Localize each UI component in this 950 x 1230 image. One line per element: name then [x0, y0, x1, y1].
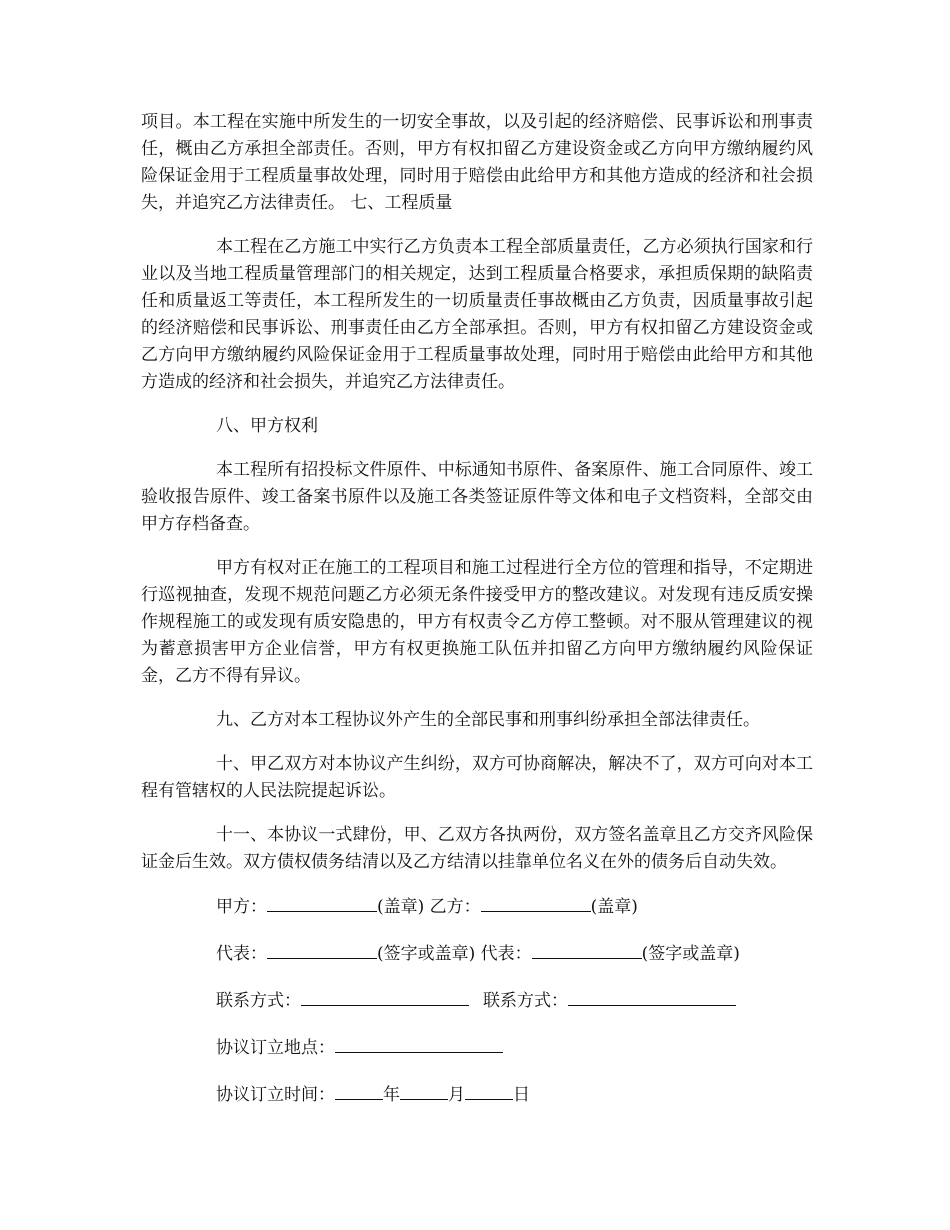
party-b-seal-note: (盖章): [590, 897, 638, 917]
month-blank[interactable]: [400, 1081, 448, 1100]
contact-b-label: 联系方式：: [483, 991, 568, 1011]
date-label: 协议订立时间：: [216, 1085, 335, 1105]
paragraph-safety-liability: 项目。本工程在实施中所发生的一切安全事故，以及引起的经济赔偿、民事诉讼和刑事责任，概由乙方承担全部责任。否则，甲方有权扣留乙方建设资金或乙方向甲方缴纳履约风险保证金用于工程质量事故处理，同时用于赔偿由此给甲方和其他方造成的经济和社会损失，并追究乙方法律责任。 七、工程质量: [141, 112, 813, 213]
signature-date-line: [141, 1081, 813, 1109]
rep-b-label: 代表：: [480, 944, 532, 964]
year-blank[interactable]: [335, 1081, 383, 1100]
rep-a-label: 代表：: [216, 944, 267, 964]
day-label: 日: [513, 1085, 530, 1105]
party-a-seal-note: (盖章): [377, 897, 425, 917]
party-b-label: 乙方：: [429, 897, 481, 917]
document-page: [141, 109, 813, 1128]
paragraph-quality-responsibility: 本工程在乙方施工中实行乙方负责本工程全部质量责任，乙方必须执行国家和行业以及当地工程质量管理部门的相关规定，达到工程质量合格要求，承担质保期的缺陷责任和质量返工等责任，本工程所发生的一切质量责任事故概由乙方负责，因质量事故引起的经济赔偿和民事诉讼、刑事责任由乙方全部承担。否则，甲方有权扣留乙方建设资金或乙方向甲方缴纳履约风险保证金用于工程质量事故处理，同时用于赔偿由此给甲方和其他方造成的经济和社会损失，并追究乙方法律责任。: [141, 237, 813, 392]
signature-contact-line: [141, 987, 813, 1015]
contact-a-blank[interactable]: [301, 987, 469, 1006]
paragraph-archive-documents: 本工程所有招投标文件原件、中标通知书原件、备案原件、施工合同原件、竣工验收报告原件、竣工备案书原件以及施工各类签证原件等文体和电子文档资料，全部交由甲方存档备查。: [141, 460, 813, 534]
contact-a-label: 联系方式：: [216, 991, 301, 1011]
paragraph-clause-9: 九、乙方对本工程协议外产生的全部民事和刑事纠纷承担全部法律责任。: [216, 710, 760, 730]
year-label: 年: [383, 1085, 400, 1105]
rep-a-note: (签字或盖章): [377, 944, 476, 964]
rep-b-note: (签字或盖章): [641, 944, 740, 964]
day-blank[interactable]: [465, 1081, 513, 1100]
section-heading-party-a-rights: 八、甲方权利: [216, 416, 318, 436]
signature-parties-line: [141, 893, 813, 921]
rep-a-blank[interactable]: [267, 940, 377, 959]
paragraph-clause-11: 十一、本协议一式肆份，甲、乙双方各执两份，双方签名盖章且乙方交齐风险保证金后生效。双方债权债务结清以及乙方结清以挂靠单位名义在外的债务后自动失效。: [141, 825, 813, 872]
party-b-blank[interactable]: [481, 893, 591, 912]
contact-b-blank[interactable]: [568, 987, 736, 1006]
place-blank[interactable]: [335, 1034, 503, 1053]
party-a-label: 甲方：: [216, 897, 267, 917]
signature-place-line: [141, 1034, 813, 1062]
paragraph-supervision-rights: 甲方有权对正在施工的工程项目和施工过程进行全方位的管理和指导，不定期进行巡视抽查，发现不规范问题乙方必须无条件接受甲方的整改建议。对发现有违反质安操作规程施工的或发现有质安隐患的，甲方有权责令乙方停工整顿。对不服从管理建议的视为蓄意损害甲方企业信誉，甲方有权更换施工队伍并扣留乙方向甲方缴纳履约风险保证金，乙方不得有异议。: [141, 558, 813, 686]
rep-b-blank[interactable]: [532, 940, 642, 959]
paragraph-clause-10: 十、甲乙双方对本协议产生纠纷，双方可协商解决，解决不了，双方可向对本工程有管辖权的人民法院提起诉讼。: [141, 754, 813, 801]
month-label: 月: [448, 1085, 465, 1105]
place-label: 协议订立地点：: [216, 1038, 335, 1058]
party-a-blank[interactable]: [267, 893, 377, 912]
signature-representatives-line: [141, 940, 813, 968]
